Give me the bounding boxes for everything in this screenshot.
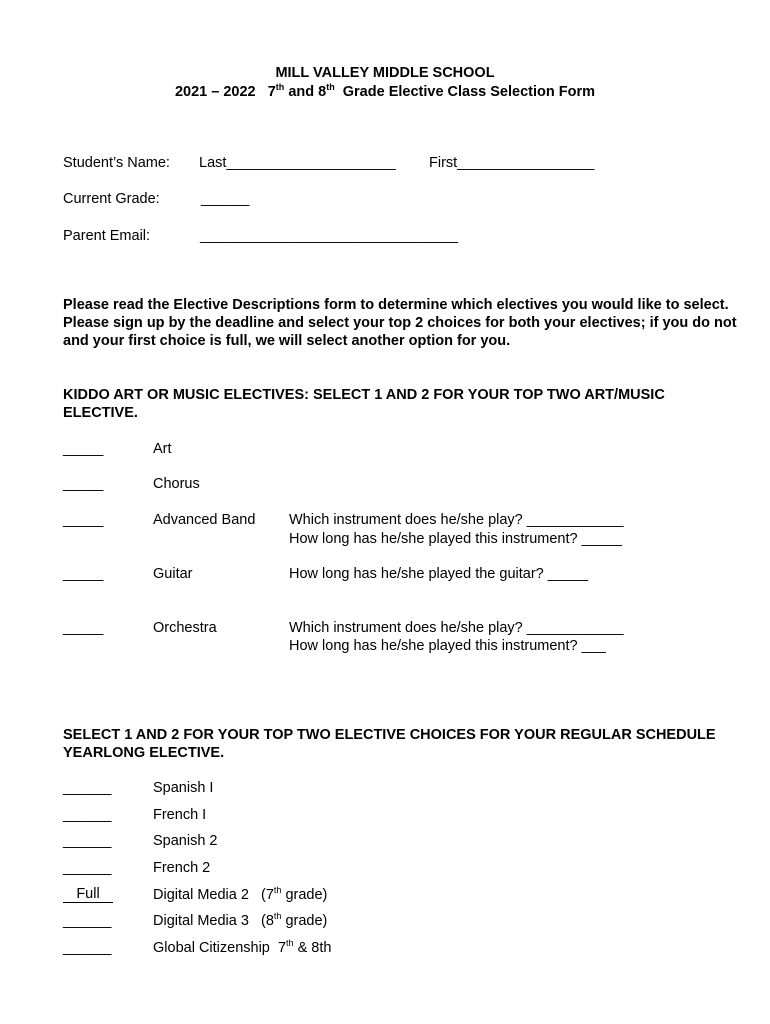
elective-orchestra: Orchestra [153, 620, 217, 636]
chorus-rank-blank[interactable]: _____ [63, 476, 104, 492]
elective-spanish-2: Spanish 2 [153, 833, 218, 849]
spanish1-rank-blank[interactable]: ______ [63, 780, 112, 796]
student-name-label: Student’s Name: [63, 155, 170, 171]
current-grade-field[interactable]: ______ [201, 191, 250, 207]
elective-spanish-1: Spanish I [153, 780, 214, 796]
elective-digital-media-3: Digital Media 3 (8th grade) [153, 911, 328, 929]
orchestra-rank-blank[interactable]: _____ [63, 620, 104, 636]
orchestra-instrument-question[interactable]: Which instrument does he/she play? ____________ [289, 620, 624, 636]
orchestra-duration-question[interactable]: How long has he/she played this instrument? ___ [289, 638, 606, 654]
last-name-field[interactable]: Last_____________________ [199, 155, 396, 171]
digital-media3-rank-blank[interactable]: ______ [63, 913, 112, 929]
spanish2-rank-blank[interactable]: ______ [63, 833, 112, 849]
digital-media2-full-mark: Full [63, 887, 113, 903]
form-title: 2021 – 2022 7th and 8th Grade Elective Class Selection Form [174, 82, 596, 100]
elective-chorus: Chorus [153, 476, 200, 492]
first-name-field[interactable]: First_________________ [429, 155, 595, 171]
current-grade-label: Current Grade: [63, 191, 160, 207]
band-instrument-question[interactable]: Which instrument does he/she play? ____________ [289, 512, 624, 528]
advanced-band-rank-blank[interactable]: _____ [63, 512, 104, 528]
school-name: MILL VALLEY MIDDLE SCHOOL [275, 65, 495, 81]
elective-french-2: French 2 [153, 860, 211, 876]
elective-digital-media-2: Digital Media 2 (7th grade) [153, 885, 328, 903]
parent-email-field[interactable]: ________________________________ [200, 228, 459, 244]
parent-email-label: Parent Email: [63, 228, 151, 244]
elective-french-1: French I [153, 807, 207, 823]
guitar-rank-blank[interactable]: _____ [63, 566, 104, 582]
instructions-paragraph: Please read the Elective Descriptions form to determine which electives you would like to select. Please sign up by the deadline and select your top 2 choices for both your electives; if you do not and your first choice is full, we will select another option for you. [63, 297, 737, 349]
guitar-duration-question[interactable]: How long has he/she played the guitar? _____ [289, 566, 589, 582]
elective-global-citizenship: Global Citizenship 7th & 8th [153, 938, 332, 956]
art-music-heading: KIDDO ART OR MUSIC ELECTIVES: SELECT 1 AND 2 FOR YOUR TOP TWO ART/MUSIC ELECTIVE. [63, 387, 665, 421]
french2-rank-blank[interactable]: ______ [63, 860, 112, 876]
elective-art: Art [153, 441, 172, 457]
elective-advanced-band: Advanced Band [153, 512, 256, 528]
yearlong-elective-heading: SELECT 1 AND 2 FOR YOUR TOP TWO ELECTIVE CHOICES FOR YOUR REGULAR SCHEDULE YEARLONG ELECTIVE. [63, 727, 716, 761]
french1-rank-blank[interactable]: ______ [63, 807, 112, 823]
band-duration-question[interactable]: How long has he/she played this instrument? _____ [289, 531, 622, 547]
global-citizenship-rank-blank[interactable]: ______ [63, 940, 112, 956]
elective-guitar: Guitar [153, 566, 193, 582]
art-rank-blank[interactable]: _____ [63, 441, 104, 457]
